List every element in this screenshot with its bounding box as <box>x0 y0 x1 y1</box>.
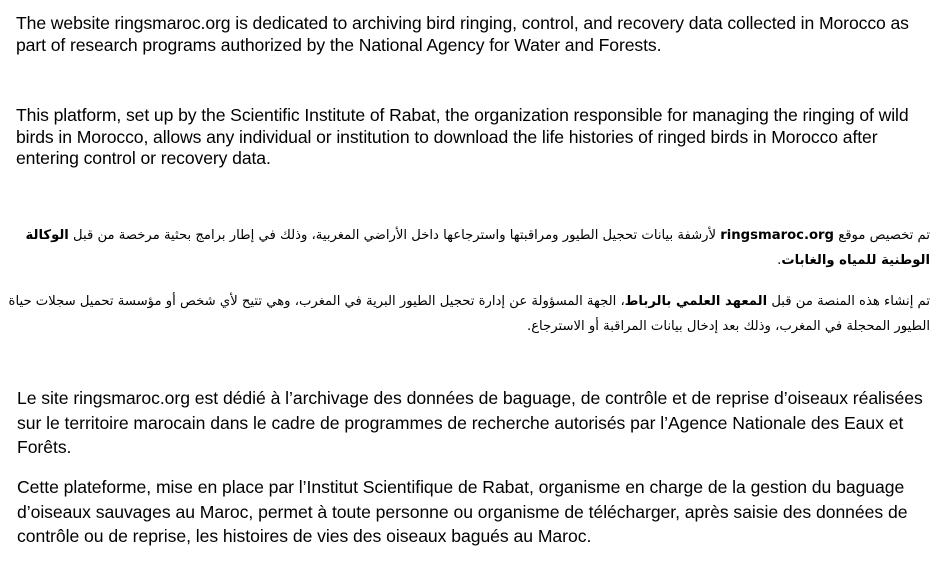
arabic-paragraph-2 <box>8 290 930 339</box>
english-paragraph-2: This platform, set up by the Scientific Institute of Rabat, the organization responsible for managing the ringing of wild birds in Morocco, allows any individual or institution to download the life histories of ringed birds in Morocco after entering control or recovery data. <box>16 105 909 168</box>
arabic-paragraph-2-text-a: تم إنشاء هذه المنصة من قبل <box>767 294 930 309</box>
arabic-paragraph-1-text-a: تم تخصيص موقع <box>834 228 930 243</box>
english-paragraph-1: The website ringsmaroc.org is dedicated to archiving bird ringing, control, and recovery data collected in Morocco as part of research programs authorized by the National Agency for Water and Forests. <box>16 13 909 55</box>
arabic-paragraph-1-site-name: ringsmaroc.org <box>720 228 835 243</box>
french-paragraph-1: Le site ringsmaroc.org est dédié à l’archivage des données de baguage, de contrôle et de reprise d’oiseaux réalisées sur le territoire marocain dans le cadre de programmes de recherche autorisés par l’Agence Nationale des Eaux et Forêts. <box>17 388 923 457</box>
arabic-paragraph-1-text-b: لأرشفة بيانات تحجيل الطيور ومراقبتها واسترجاعها داخل الأراضي المغربية، وذلك في إطار برامج بحثية مرخصة من قبل <box>68 228 721 243</box>
arabic-paragraph-2-text-b: ، الجهة المسؤولة عن إدارة تحجيل الطيور البرية في المغرب، وهي تتيح لأي شخص أو مؤسسة تحميل سجلات حياة الطيور المحجلة في المغرب، وذلك بعد إدخال بيانات المراقبة أو الاسترجاع. <box>8 294 930 334</box>
arabic-paragraph-1-agency-name: الوكالة الوطنية للمياه والغابات <box>25 228 930 268</box>
arabic-paragraph-1-text-c: . <box>777 252 782 268</box>
arabic-paragraph-2-institute-name: المعهد العلمي بالرباط <box>624 294 768 309</box>
french-paragraph-2: Cette plateforme, mise en place par l’Institut Scientifique de Rabat, organisme en charge de la gestion du baguage d’oiseaux sauvages au Maroc, permet à toute personne ou organisme de télécharger, après saisie des données de contrôle ou de reprise, les histoires de vies des oiseaux bagués au Maroc. <box>17 477 908 546</box>
arabic-paragraph-1 <box>8 224 930 273</box>
